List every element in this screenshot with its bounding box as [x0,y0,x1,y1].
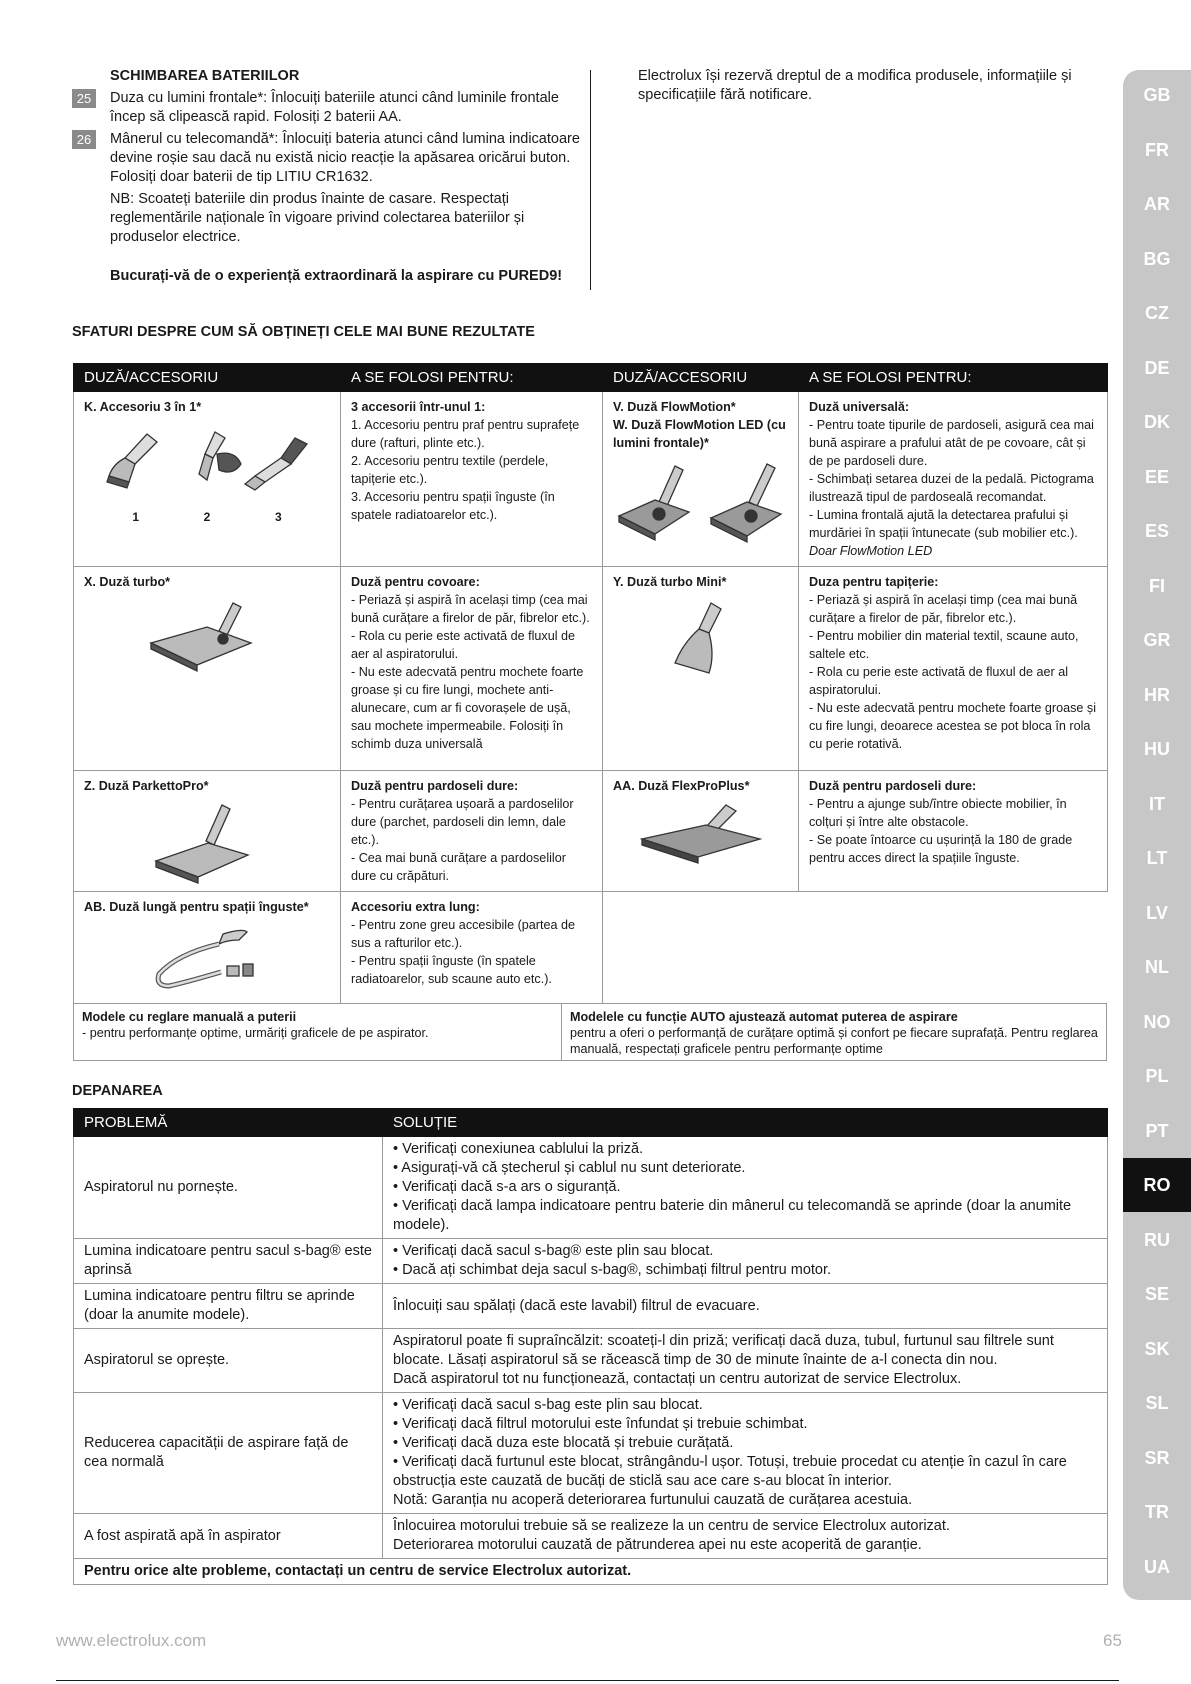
solution-cell [383,1514,1108,1559]
use-line: - Schimbați setarea duzei de la pedală. Pictograma ilustrează tipul de pardoseală recomandat. [809,472,1094,504]
solution-line: • Verificați conexiunea cablului la priză. [393,1141,644,1157]
troubleshooting-footer: Pentru orice alte probleme, contactați un centru de service Electrolux autorizat. [74,1559,1108,1585]
battery-title: SCHIMBAREA BATERIILOR [110,68,300,84]
accessory-cell [74,567,341,771]
solution-line: Deteriorarea motorului cauzată de pătrunderea apei nu este acoperită de garanție. [393,1537,922,1553]
header-problem: PROBLEMĂ [74,1109,383,1137]
table-header-row [74,1109,1108,1137]
solution-line: Înlocuirea motorului trebuie să se realizeze la un centru de service Electrolux autorizat. [393,1518,950,1534]
step-text: Duza cu lumini frontale*: Înlocuiți bateriile atunci când luminile frontale încep să clipească rapid. Folosiți 2 baterii AA. [110,90,559,125]
troubleshooting-heading: DEPANAREA [72,1083,163,1099]
solution-line: Dacă aspiratorul tot nu funcționează, contactați un centru autorizat de service Electrolux. [393,1371,962,1387]
table-row [74,771,1108,892]
parkettopro-nozzle-illustration [152,803,262,885]
header-accessory: DUZĂ/ACCESORIU [74,364,341,392]
table-row [74,567,1108,771]
use-line: 1. Accesoriu pentru praf pentru suprafețe dure (rafturi, plinte etc.). [351,418,580,450]
use-line: - Nu este adecvată pentru mochete foarte groase și cu fire lungi, mochete anti-alunecare, cum ar fi covorașele de ușă, sau mochete impermeabile. Folosiți în schimb duza universală [351,665,584,751]
tool-number: 2 [203,510,211,524]
use-line: - Nu este adecvată pentru mochete foarte groase și cu fire lungi, deoarece acestea se pot bloca în rola cu perie rotativă. [809,701,1097,751]
problem-cell: Aspiratorul nu pornește. [74,1137,383,1239]
flexproplus-nozzle-illustration [636,803,766,867]
solution-cell [383,1329,1108,1393]
solution-cell [383,1137,1108,1239]
solution-line: • Verificați dacă lampa indicatoare pentru baterie din mânerul cu telecomandă se aprinde (doar la anumite modele). [393,1198,1072,1233]
use-line: - Lumina frontală ajută la detectarea prafului și murdăriei în spații întunecate (sub mobilier etc.). [809,508,1078,540]
language-tab-nl[interactable]: NL [1145,957,1169,977]
use-line: - Pentru spații înguste (în spatele radiatoarelor, sub scaune auto etc.). [351,954,552,986]
long-crevice-nozzle-illustration [147,924,267,994]
accessory-cell [74,892,341,1004]
language-tab-ee[interactable]: EE [1144,466,1169,487]
table-footer-row [74,1559,1108,1585]
empty-cell [799,892,1108,1004]
tool-number-labels [84,508,330,526]
accessory-name: K. Accesoriu 3 în 1* [84,400,202,414]
use-line: - Se poate întoarce cu ușurință la 180 de grade pentru acces direct la spațiile înguste. [809,833,1073,865]
table-header-row [74,364,1108,392]
language-tab-ru[interactable]: RU [1144,1229,1170,1250]
solution-line: • Asigurați-vă că ștecherul și cablul nu sunt deteriorate. [393,1160,746,1176]
accessory-name: Y. Duză turbo Mini* [613,575,727,589]
solution-line: Înlocuiți sau spălați (dacă este lavabil) filtrul de evacuare. [393,1297,760,1314]
header-accessory: DUZĂ/ACCESORIU [603,364,799,392]
flowmotion-nozzle-illustration [615,460,787,544]
accessory-cell [74,392,341,567]
problem-cell: Aspiratorul se oprește. [74,1329,383,1393]
auto-power-info [562,1004,1106,1060]
language-tab-ar[interactable]: AR [1144,194,1170,214]
accessory-name: AA. Duză FlexProPlus* [613,779,750,793]
step-text: Mânerul cu telecomandă*: Înlocuiți bateria atunci când lumina indicatoare devine roșie sau dacă nu există nicio reacție la apăsarea oricărui buton. Folosiți doar baterii de tip LITIU CR1632. [110,131,580,185]
use-line: - Pentru curățarea ușoară a pardoselilor dure (parchet, pardoseli din lemn, dale etc.). [351,797,574,847]
problem-cell: A fost aspirată apă în aspirator [74,1514,383,1559]
language-tab-sr[interactable]: SR [1144,1447,1170,1468]
use-title: 3 accesorii într-unul 1: [351,400,486,414]
use-cell [799,567,1108,771]
step-number-badge: 26 [72,130,96,149]
use-line: - Pentru toate tipurile de pardoseli, asigură cea mai bună aspirare a prafului atât de pe covoare, cât și de pe pardoseli dure. [809,418,1094,468]
experience-tagline: Bucurați-vă de o experiență extraordinară la aspirare cu PURED9! [110,268,563,284]
accessory-name: AB. Duză lungă pentru spații înguste* [84,900,309,914]
table-row [74,392,1108,567]
language-tab-pl[interactable]: PL [1145,1066,1169,1086]
use-line: - Cea mai bună curățare a pardoselilor dure cu crăpături. [351,851,566,883]
use-line: 3. Accesoriu pentru spații înguste (în spatele radiatoarelor etc.). [351,490,555,522]
language-tab-lv[interactable]: LV [1146,902,1168,923]
table-row [74,1393,1108,1514]
accessory-cell [74,771,341,892]
language-tab-tr[interactable]: TR [1145,1502,1169,1522]
use-line: 2. Accesoriu pentru textile (perdele, tapițerie etc.). [351,454,549,486]
table-row [74,1284,1108,1329]
manual-power-text: - pentru performanțe optime, urmăriți graficele de pe aspirator. [82,1026,429,1040]
troubleshooting-table [73,1108,1108,1585]
use-cell [341,892,603,1004]
accessory-cell [603,771,799,892]
language-tab-sl[interactable]: SL [1145,1393,1169,1413]
use-line: - Periază și aspiră în același timp (cea mai bună curățare a firelor de păr, fibrelor etc.). [351,593,590,625]
table-row [74,1514,1108,1559]
use-cell [341,771,603,892]
use-note: Doar FlowMotion LED [809,544,933,558]
table-row [74,1137,1108,1239]
solution-line: • Verificați dacă furtunul este blocat, strângându-l ușor. Totuși, trebuie procedat cu atenție în cazul în care obstrucția este cauzată de bucăți de sticlă sau ace care s-au blocat în interior. [393,1454,1067,1489]
language-tab-de[interactable]: DE [1144,357,1170,378]
disclaimer: Electrolux își rezervă dreptul de a modifica produsele, informațiile și specificațiile fără notificare. [638,68,1072,103]
solution-cell [383,1284,1108,1329]
battery-disposal-note: NB: Scoateți bateriile din produs înainte de casare. Respectați reglementările naționale în vigoare privind colectarea bateriilor și produselor electrice. [110,191,525,245]
power-mode-box [73,1003,1107,1061]
solution-cell [383,1393,1108,1514]
footer-url[interactable]: www.electrolux.com [56,1631,207,1650]
use-title: Duza pentru tapițerie: [809,575,939,589]
page-number: 65 [1103,1631,1122,1650]
accessory-name: V. Duză FlowMotion* [613,400,736,414]
battery-step-25 [72,89,592,127]
column-divider [590,70,591,290]
problem-cell: Lumina indicatoare pentru sacul s-bag® este aprinsă [74,1239,383,1284]
header-solution: SOLUȚIE [383,1109,1108,1137]
use-line: - Pentru zone greu accesibile (partea de sus a rafturilor etc.). [351,918,576,950]
accessory-name: X. Duză turbo* [84,575,171,589]
use-title: Duză pentru covoare: [351,575,480,589]
language-tab-sk[interactable]: SK [1144,1338,1170,1359]
accessory-name: Z. Duză ParkettoPro* [84,779,209,793]
language-tab-lt[interactable]: LT [1146,848,1168,868]
use-line: - Pentru a ajunge sub/între obiecte mobilier, în colțuri și între alte obstacole. [809,797,1067,829]
language-tab-pt[interactable]: PT [1145,1120,1169,1141]
use-title: Duză pentru pardoseli dure: [809,779,977,793]
accessories-table [73,363,1108,1004]
language-tab-hr[interactable]: HR [1144,684,1170,705]
accessory-name: W. Duză FlowMotion LED (cu lumini frontale)* [613,418,786,450]
auto-power-title: Modelele cu funcție AUTO ajustează automat puterea de aspirare [570,1010,958,1024]
battery-step-26 [72,130,592,187]
battery-section [72,67,592,286]
problem-cell: Lumina indicatoare pentru filtru se aprinde (doar la anumite modele). [74,1284,383,1329]
manual-power-info [74,1004,562,1060]
use-cell [341,392,603,567]
solution-line: Aspiratorul poate fi supraîncălzit: scoateți-l din priză; verificați dacă duza, tubul, furtunul sau filtrele sunt blocate. Lăsați aspiratorul să se răcească timp de 30 de minute înainte de a-l conecta din nou. [393,1333,1054,1368]
solution-line: • Verificați dacă duza este blocată și trebuie curățată. [393,1435,734,1451]
table-row [74,892,1108,1004]
language-tab-it[interactable]: IT [1149,793,1165,814]
solution-line: • Dacă ați schimbat deja sacul s-bag®, schimbați filtrul pentru motor. [393,1262,832,1278]
language-tab-gr[interactable]: GR [1143,630,1171,650]
accessory-cell [603,392,799,567]
use-line: - Periază și aspiră în același timp (cea mai bună curățare a firelor de păr, fibrelor etc.). [809,593,1078,625]
language-tab-ro[interactable]: RO [1123,1158,1191,1212]
use-line: - Rola cu perie este activată de fluxul de aer al aspiratorului. [351,629,576,661]
turbo-nozzle-illustration [147,599,267,677]
solution-line: • Verificați dacă sacul s-bag® este plin sau blocat. [393,1243,714,1259]
language-tab-es[interactable]: ES [1144,521,1169,541]
manual-power-title: Modele cu reglare manuală a puterii [82,1010,297,1024]
use-cell [341,567,603,771]
language-tab-no[interactable]: NO [1143,1011,1171,1032]
language-tab-fi[interactable]: FI [1149,575,1165,596]
tool-number: 1 [132,510,139,524]
header-use: A SE FOLOSI PENTRU: [341,364,603,392]
step-number-badge: 25 [72,89,96,108]
use-cell [799,392,1108,567]
table-row [74,1329,1108,1393]
auto-power-text: pentru a oferi o performanță de curățare optimă și confort pe fiecare suprafață. Pentru reglarea manuală, respectați graficele pentru performanțe optime [570,1026,1098,1056]
solution-line: • Verificați dacă filtrul motorului este înfundat și trebuie schimbat. [393,1416,808,1432]
header-use: A SE FOLOSI PENTRU: [799,364,1108,392]
empty-cell [603,892,799,1004]
accessory-cell [603,567,799,771]
bottom-rule [56,1680,1119,1681]
3-in-1-tool-illustration [95,424,320,504]
language-tab-hu[interactable]: HU [1144,739,1170,759]
solution-line: • Verificați dacă s-a ars o siguranță. [393,1179,621,1195]
language-tab-ua[interactable]: UA [1144,1556,1170,1577]
use-title: Duză pentru pardoseli dure: [351,779,519,793]
mini-turbo-nozzle-illustration [661,599,741,679]
tips-heading: SFATURI DESPRE CUM SĂ OBȚINEȚI CELE MAI BUNE REZULTATE [72,324,535,340]
use-cell [799,771,1108,892]
use-line: - Pentru mobilier din material textil, scaune auto, saltele etc. [809,629,1079,661]
tool-number: 3 [274,510,282,524]
language-tab-fr[interactable]: FR [1145,139,1169,160]
solution-line: • Verificați dacă sacul s-bag este plin sau blocat. [393,1397,703,1413]
language-tab-dk[interactable]: DK [1144,412,1170,432]
solution-line: Notă: Garanția nu acoperă deteriorarea furtunului cauzată de curățarea acestuia. [393,1492,913,1508]
table-row [74,1239,1108,1284]
solution-cell [383,1239,1108,1284]
use-title: Accesoriu extra lung: [351,900,480,914]
language-tab-cz[interactable]: CZ [1145,303,1169,323]
use-title: Duză universală: [809,400,910,414]
language-tab-se[interactable]: SE [1144,1284,1169,1304]
problem-cell: Reducerea capacității de aspirare față de cea normală [74,1393,383,1514]
use-line: - Rola cu perie este activată de fluxul de aer al aspiratorului. [809,665,1069,697]
language-tab-bg[interactable]: BG [1143,248,1171,269]
language-tab-gb[interactable]: GB [1143,85,1171,105]
